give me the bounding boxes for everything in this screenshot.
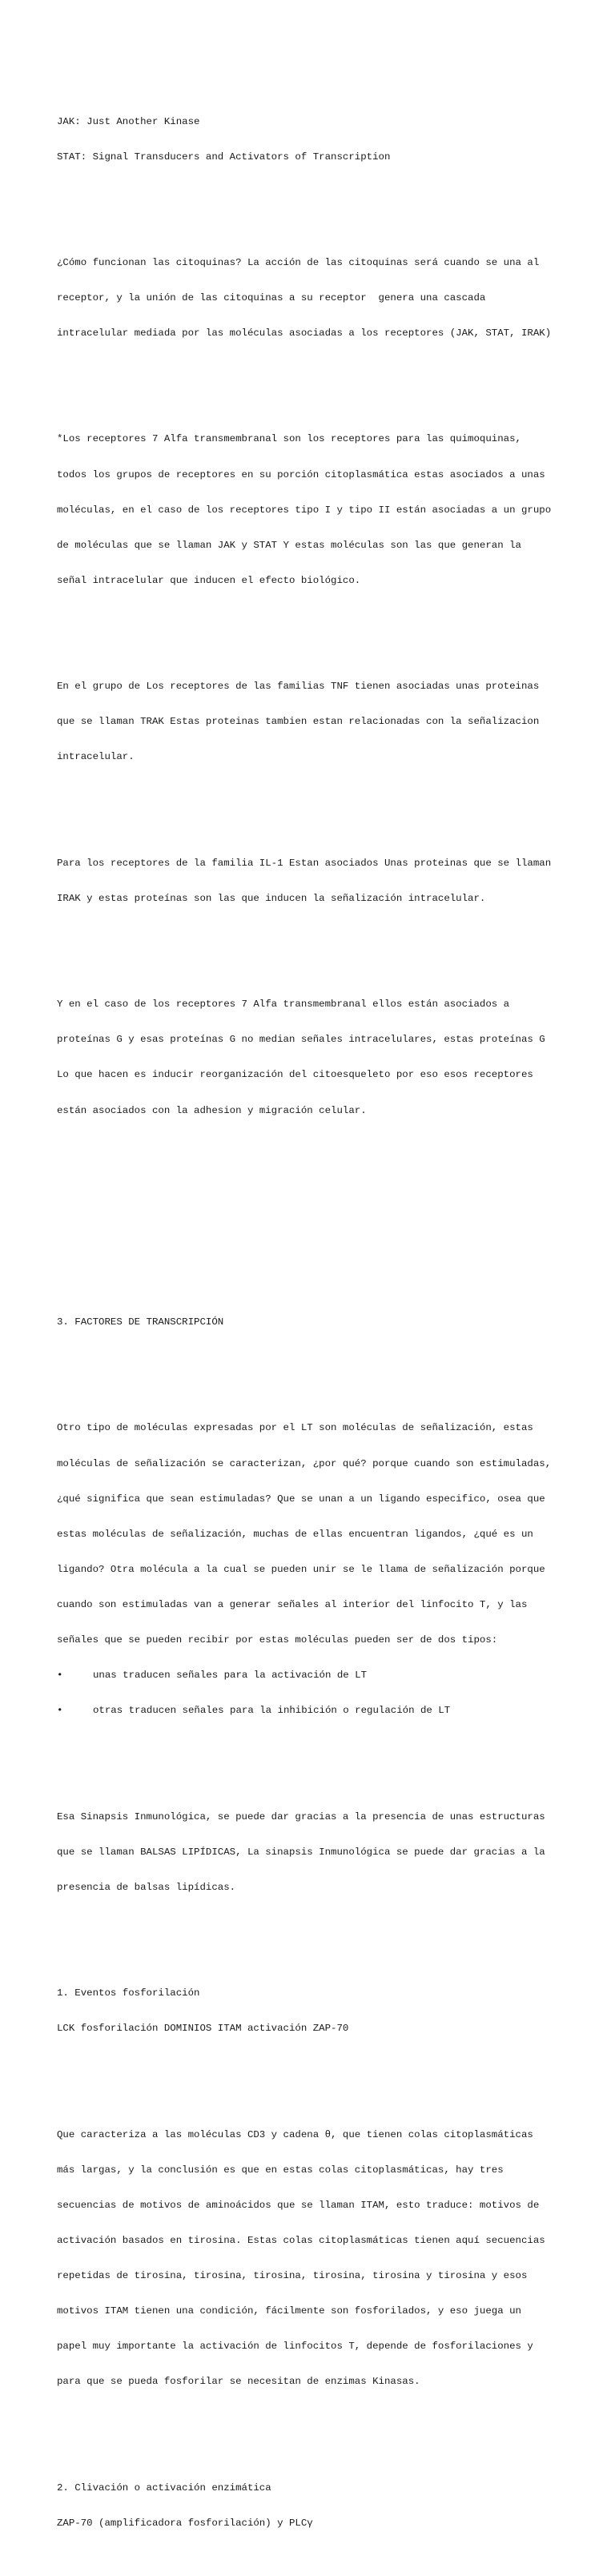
text-line: señal intracelular que inducen el efecto biológico. bbox=[57, 574, 361, 586]
text-line: que se llaman TRAK Estas proteinas tambien estan relacionadas con la señalizacion bbox=[57, 716, 540, 728]
bullet-text: otras traducen señales para la inhibición o regulación de LT bbox=[93, 1705, 451, 1717]
section-heading: 3. FACTORES DE TRANSCRIPCIÓN bbox=[57, 1316, 224, 1328]
text-line: estas moléculas de señalización, muchas de ellas encuentran ligandos, ¿qué es un bbox=[57, 1528, 533, 1540]
cytokines-paragraph bbox=[57, 234, 569, 364]
text-line: motivos ITAM tienen una condición, fácilmente son fosforilados, y eso juega un bbox=[57, 2305, 521, 2317]
tnf-paragraph bbox=[57, 657, 569, 787]
il1-paragraph bbox=[57, 834, 569, 928]
text-line: Otro tipo de moléculas expresadas por el LT son moléculas de señalización, estas bbox=[57, 1422, 533, 1434]
subsection-heading: 1. Eventos fosforilación bbox=[57, 1987, 200, 1999]
text-line: Que caracteriza a las moléculas CD3 y cadena θ, que tienen colas citoplasmáticas bbox=[57, 2128, 533, 2140]
text-line: repetidas de tirosina, tirosina, tirosina, tirosina, tirosina y tirosina y esos bbox=[57, 2270, 528, 2282]
section3-heading-block bbox=[57, 1293, 569, 1352]
text-line: receptor, y la unión de las citoquinas a su receptor genera una cascada bbox=[57, 292, 486, 304]
subsection-heading: 2. Clivación o activación enzimática bbox=[57, 2482, 271, 2494]
cd3-paragraph bbox=[57, 2105, 569, 2411]
text-line: secuencias de motivos de aminoácidos que se llaman ITAM, esto traduce: motivos de bbox=[57, 2199, 540, 2211]
text-line: Lo que hacen es inducir reorganización del citoesqueleto por eso esos receptores bbox=[57, 1069, 533, 1081]
text-line: activación basados en tirosina. Estas colas citoplasmáticas tienen aquí secuencias bbox=[57, 2234, 545, 2246]
text-line: moléculas de señalización se caracterizan, ¿por qué? porque cuando son estimuladas, bbox=[57, 1457, 552, 1469]
bullet-icon: • bbox=[57, 1670, 63, 1682]
text-line: para que se pueda fosforilar se necesitan de enzimas Kinasas. bbox=[57, 2376, 420, 2388]
text-line: están asociados con la adhesion y migración celular. bbox=[57, 1104, 367, 1116]
text-line: de moléculas que se llaman JAK y STAT Y estas moléculas son las que generan la bbox=[57, 539, 521, 551]
lt-paragraph bbox=[57, 1399, 569, 1740]
text-line: señales que se pueden recibir por estas moléculas pueden ser de dos tipos: bbox=[57, 1634, 498, 1646]
text-line: ¿qué significa que sean estimuladas? Que se unan a un ligando especifico, osea que bbox=[57, 1493, 545, 1505]
intro-block bbox=[57, 92, 569, 187]
document-page bbox=[57, 57, 569, 2576]
events1-block bbox=[57, 1964, 569, 2059]
text-line: todos los grupos de receptores en su porción citoplasmática estas asociados a unas bbox=[57, 468, 545, 480]
text-line: ¿Cómo funcionan las citoquinas? La acción de las citoquinas será cuando se una al bbox=[57, 256, 540, 268]
text-line: cuando son estimuladas van a generar señales al interior del linfocito T, y las bbox=[57, 1598, 528, 1610]
events2-block bbox=[57, 2458, 569, 2553]
text-line: papel muy importante la activación de linfocitos T, depende de fosforilaciones y bbox=[57, 2341, 533, 2353]
text-line: Y en el caso de los receptores 7 Alfa transmembranal ellos están asociados a bbox=[57, 999, 510, 1011]
bullet-icon: • bbox=[57, 1705, 63, 1717]
text-line: Esa Sinapsis Inmunológica, se puede dar gracias a la presencia de unas estructuras bbox=[57, 1810, 545, 1822]
jak-definition: JAK: Just Another Kinase bbox=[57, 115, 200, 127]
bullet-item bbox=[57, 1670, 569, 1682]
synapse-paragraph bbox=[57, 1787, 569, 1917]
text-line: ligando? Otra molécula a la cual se pueden unir se le llama de señalización porque bbox=[57, 1563, 545, 1575]
bullet-text: unas traducen señales para la activación de LT bbox=[93, 1670, 368, 1682]
text-line: proteínas G y esas proteínas G no median señales intracelulares, estas proteínas G bbox=[57, 1034, 545, 1046]
stat-definition: STAT: Signal Transducers and Activators of Transcription bbox=[57, 151, 391, 163]
blank-space bbox=[57, 1175, 569, 1223]
text-line: que se llaman BALSAS LIPÍDICAS, La sinapsis Inmunológica se puede dar gracias a la bbox=[57, 1846, 545, 1858]
text-line: presencia de balsas lipídicas. bbox=[57, 1881, 236, 1893]
bullet-item bbox=[57, 1705, 569, 1717]
text-line: ZAP-70 (amplificadora fosforilación) y PLCγ bbox=[57, 2517, 313, 2529]
text-line: IRAK y estas proteínas son las que inducen la señalización intracelular. bbox=[57, 892, 486, 904]
text-line: *Los receptores 7 Alfa transmembranal son los receptores para las quimoquinas, bbox=[57, 433, 521, 445]
text-line: LCK fosforilación DOMINIOS ITAM activación ZAP-70 bbox=[57, 2023, 349, 2035]
text-line: moléculas, en el caso de los receptores tipo I y tipo II están asociadas a un grupo bbox=[57, 504, 552, 516]
text-line: Para los receptores de la familia IL-1 Estan asociados Unas proteinas que se llaman bbox=[57, 857, 552, 869]
blank-space bbox=[57, 1246, 569, 1258]
text-line: intracelular. bbox=[57, 751, 135, 763]
text-line: En el grupo de Los receptores de las familias TNF tienen asociadas unas proteinas bbox=[57, 681, 540, 693]
text-line: más largas, y la conclusión es que en estas colas citoplasmáticas, hay tres bbox=[57, 2164, 504, 2176]
text-line: intracelular mediada por las moléculas asociadas a los receptores (JAK, STAT, IRAK) bbox=[57, 328, 552, 340]
receptors7-paragraph bbox=[57, 410, 569, 610]
gproteins-paragraph bbox=[57, 975, 569, 1140]
